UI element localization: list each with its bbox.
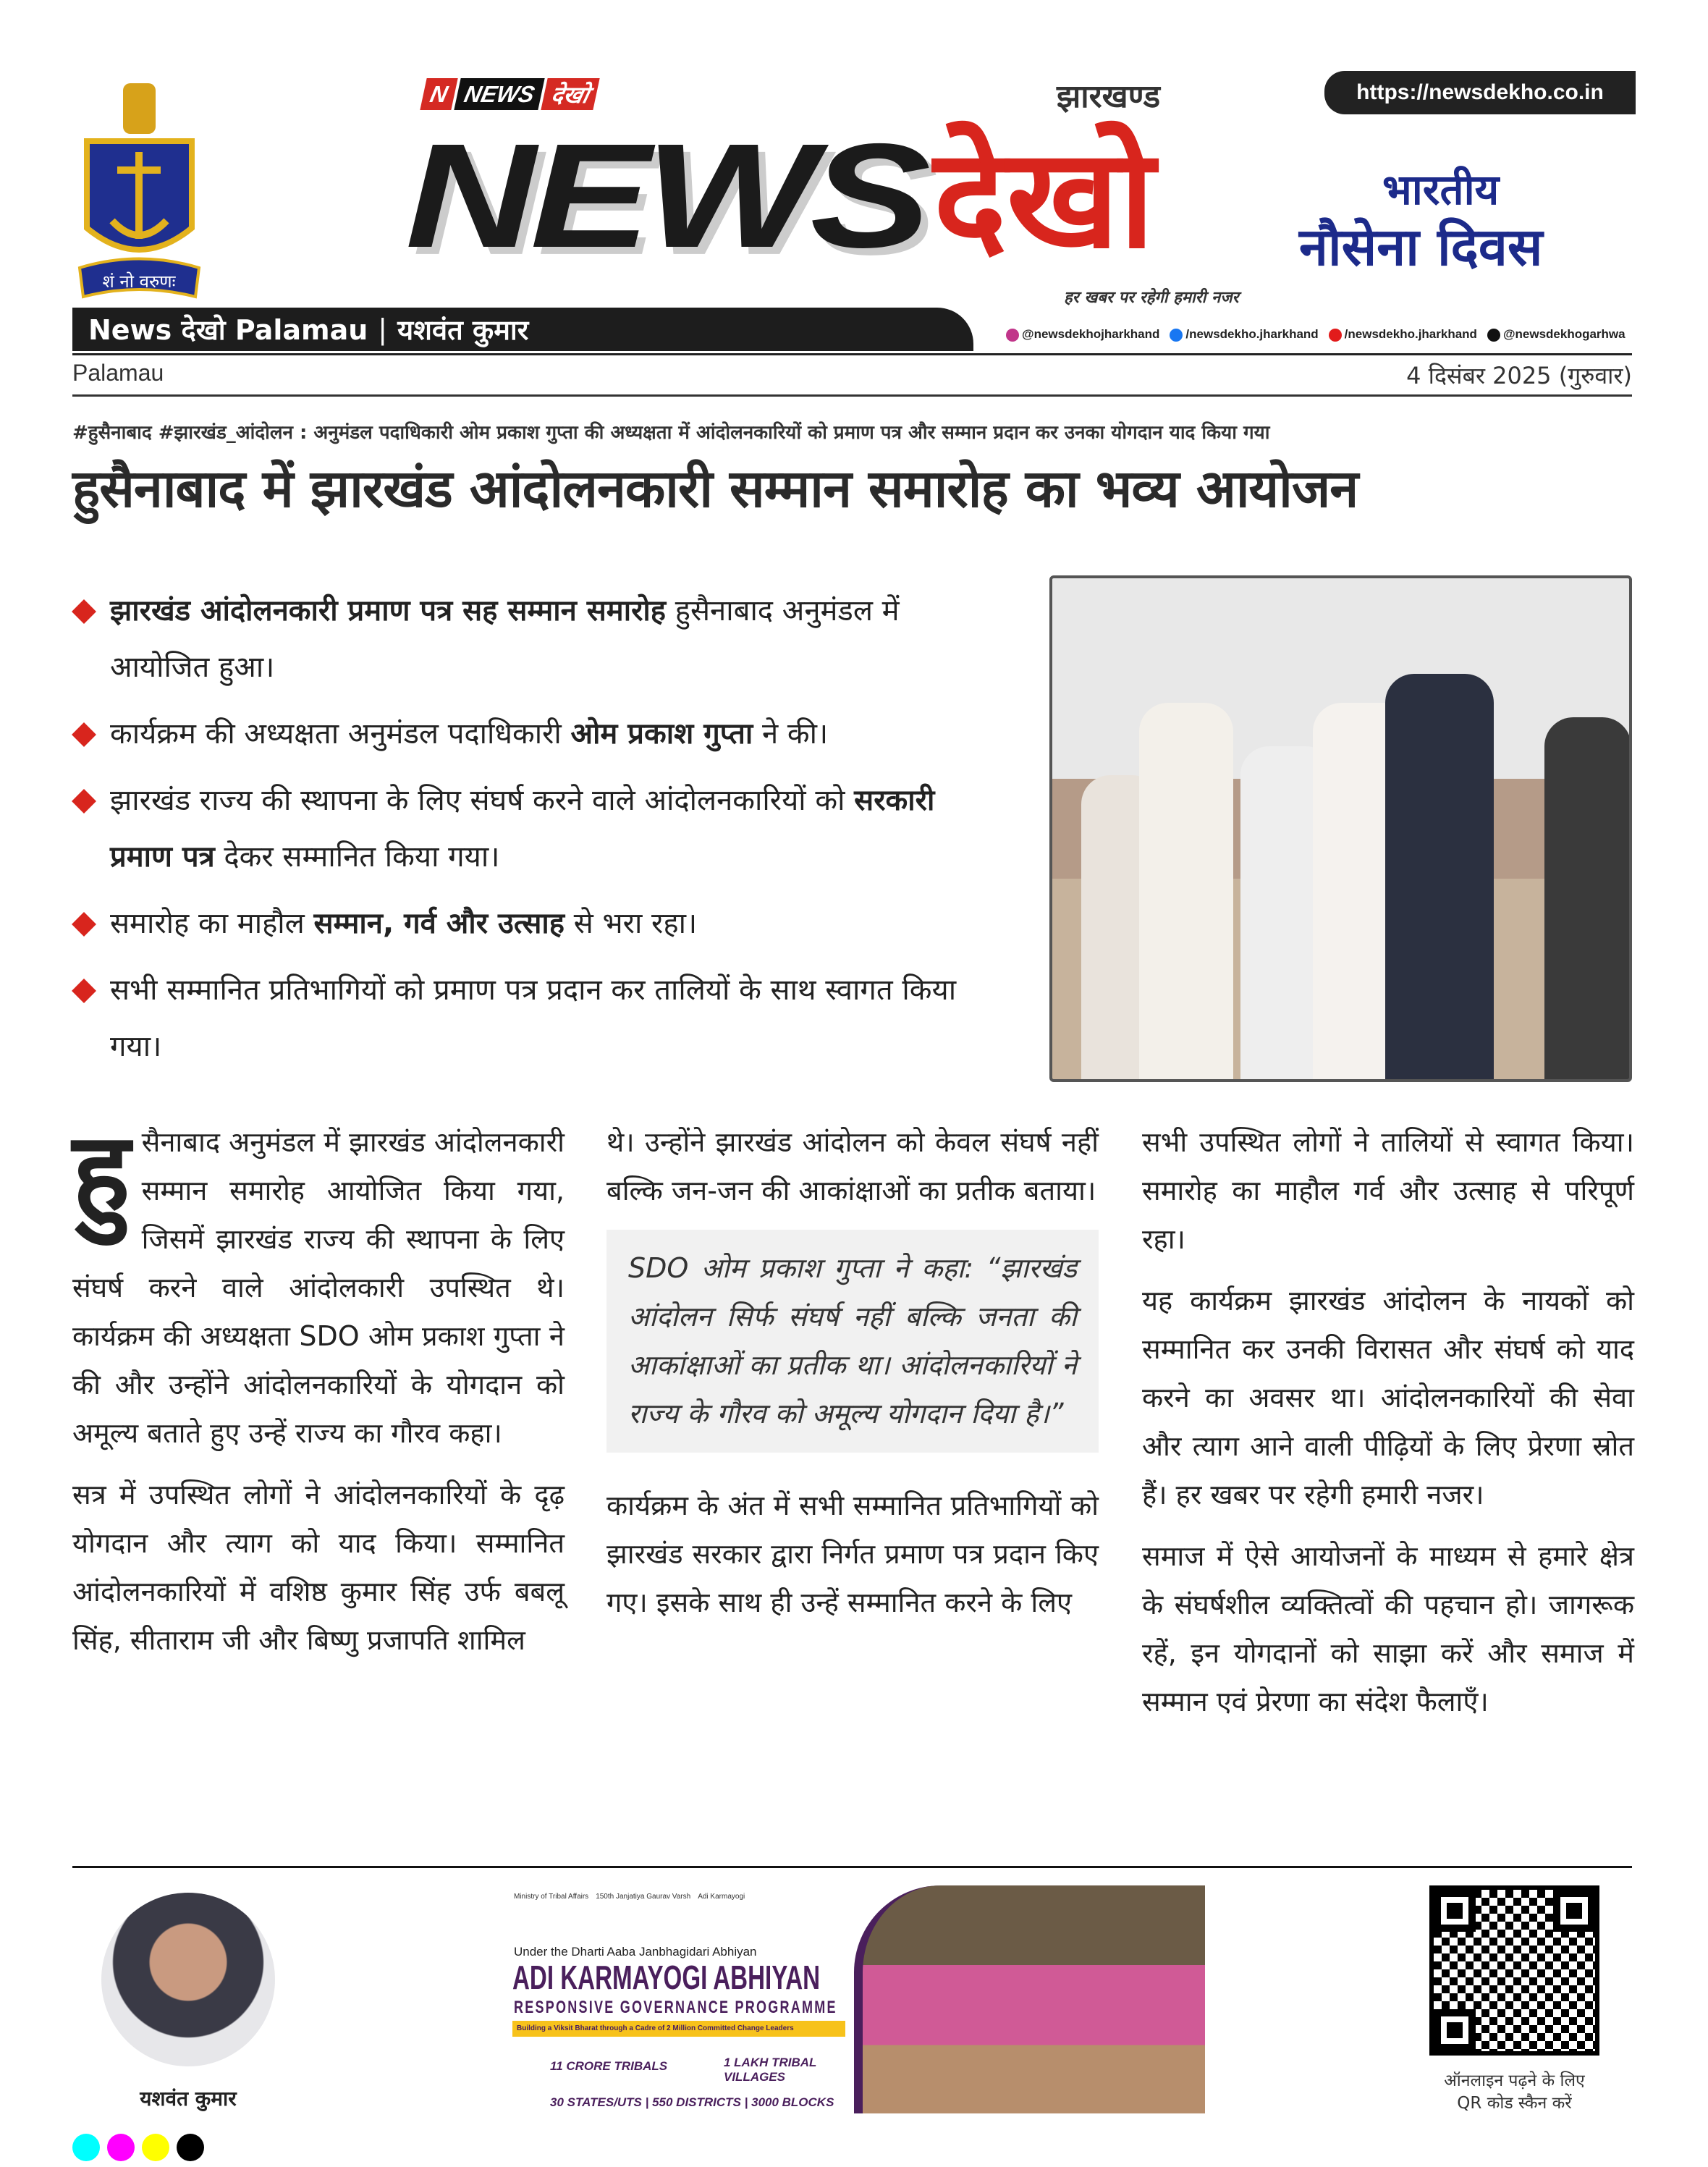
event-title-line2: नौसेना दिवस bbox=[1299, 216, 1543, 277]
tagline: हर खबर पर रहेगी हमारी नजर bbox=[1064, 289, 1239, 307]
website-url[interactable]: https://newsdekho.co.in bbox=[1324, 71, 1636, 114]
ad-stat: 30 STATES/UTS | 550 DISTRICTS | 3000 BLOCKS bbox=[550, 2095, 834, 2109]
article-headline: हुसैनाबाद में झारखंड आंदोलनकारी सम्मान समारोह का भव्य आयोजन bbox=[72, 458, 1358, 519]
ad-photo bbox=[854, 1885, 1205, 2113]
youtube-link[interactable]: /newsdekho.jharkhand bbox=[1329, 327, 1477, 342]
author-name: यशवंत कुमार bbox=[140, 2087, 237, 2111]
dateline-date: 4 दिसंबर 2025 (गुरुवार) bbox=[1406, 362, 1632, 389]
youtube-icon bbox=[1329, 329, 1342, 342]
ad-under: Under the Dharti Aaba Janbhagidari Abhiyan bbox=[514, 1945, 757, 1959]
qr-code[interactable] bbox=[1429, 1885, 1599, 2056]
facebook-icon bbox=[1170, 329, 1183, 342]
logo-state: झारखण्ड bbox=[1057, 78, 1161, 115]
highlights-list bbox=[72, 583, 984, 1085]
ad-subtitle: RESPONSIVE GOVERNANCE PROGRAMME bbox=[514, 1998, 837, 2017]
black-dot bbox=[177, 2134, 204, 2161]
logo-dekho: देखो bbox=[934, 119, 1155, 279]
edition-bar bbox=[72, 308, 973, 351]
social-links bbox=[1006, 327, 1625, 342]
ad-band: Building a Viksit Bharat through a Cadre of 2 Million Committed Change Leaders bbox=[512, 2021, 845, 2037]
ad-stat: 11 CRORE TRIBALS bbox=[550, 2059, 668, 2073]
divider bbox=[72, 1866, 1632, 1868]
x-link[interactable]: @newsdekhogarhwa bbox=[1487, 327, 1625, 342]
edition-author: यशवंत कुमार bbox=[397, 314, 529, 346]
dateline-place: Palamau bbox=[72, 360, 164, 386]
magenta-dot bbox=[107, 2134, 135, 2161]
ad-stat: 1 LAKH TRIBAL VILLAGES bbox=[724, 2056, 817, 2084]
article-column-1: हुसैनाबाद अनुमंडल में झारखंड आंदोलनकारी सम्मान समारोह आयोजित किया गया, जिसमें झारखंड राज्य की स्थापना के लिए संघर्ष करने वाले आंदोलकारी उपस्थित थे। कार्यक्रम की अध्यक्षता SDO ओम प्रकाश गुप्ता ने की और उन्होंने आंदोलनकारियों के योगदान को अमूल्य बताते हुए उन्हें राज्य का गौरव कहा। सत्र में उपस्थित लोगों ने आंदोलनकारियों के दृढ़ योगदान और त्याग को याद किया। सम्मानित आंदोलनकारियों में वशिष्ठ कुमार सिंह उर्फ बबलू सिंह, सीताराम जी और बिष्णु प्रजापति शामिल bbox=[72, 1110, 565, 1656]
pull-quote: SDO ओम प्रकाश गुप्ता ने कहा: “झारखंड आंदोलन सिर्फ संघर्ष नहीं बल्कि जनता की आकांक्षाओं का प्रतीक था। आंदोलनकारियों ने राज्य के गौरव को अमूल्य योगदान दिया है।” bbox=[606, 1230, 1099, 1453]
instagram-icon bbox=[1006, 329, 1019, 342]
article-kicker: #हुसैनाबाद #झारखंड_आंदोलन : अनुमंडल पदाधिकारी ओम प्रकाश गुप्ता की अध्यक्षता में आंदोलनकारियों को प्रमाण पत्र और सम्मान प्रदान कर उनका योगदान याद किया गया bbox=[72, 422, 1270, 444]
ad-title: ADI KARMAYOGI ABHIYAN bbox=[512, 1959, 821, 1996]
yellow-dot bbox=[142, 2134, 169, 2161]
divider bbox=[72, 353, 1632, 355]
highlight-item: झारखंड आंदोलनकारी प्रमाण पत्र सह सम्मान समारोह हुसैनाबाद अनुमंडल में आयोजित हुआ। bbox=[72, 583, 984, 696]
highlight-item: झारखंड राज्य की स्थापना के लिए संघर्ष करने वाले आंदोलनकारियों को सरकारी प्रमाण पत्र देकर सम्मानित किया गया। bbox=[72, 772, 984, 885]
separator: | bbox=[378, 313, 388, 345]
article-column-2: थे। उन्होंने झारखंड आंदोलन को केवल संघर्ष नहीं बल्कि जन-जन की आकांक्षाओं का प्रतीक बताया। SDO ओम प्रकाश गुप्ता ने कहा: “झारखंड आंदोलन सिर्फ संघर्ष नहीं बल्कि जनता की आकांक्षाओं का प्रतीक था। आंदोलनकारियों ने राज्य के गौरव को अमूल्य योगदान दिया है।” कार्यक्रम के अंत में सभी सम्मानित प्रतिभागियों को झारखंड सरकार द्वारा निर्गत प्रमाण पत्र प्रदान किए गए। इसके साथ ही उन्हें सम्मानित करने के लिए bbox=[606, 1126, 1099, 1618]
divider bbox=[72, 394, 1632, 397]
x-icon bbox=[1487, 329, 1500, 342]
event-photo bbox=[1049, 575, 1632, 1082]
author-avatar bbox=[101, 1893, 275, 2066]
instagram-link[interactable]: @newsdekhojharkhand bbox=[1006, 327, 1159, 342]
print-registration-marks bbox=[72, 2134, 204, 2161]
facebook-link[interactable]: /newsdekho.jharkhand bbox=[1170, 327, 1318, 342]
highlight-item: सभी सम्मानित प्रतिभागियों को प्रमाण पत्र प्रदान कर तालियों के साथ स्वागत किया गया। bbox=[72, 962, 984, 1075]
highlight-item: कार्यक्रम की अध्यक्षता अनुमंडल पदाधिकारी ओम प्रकाश गुप्ता ने की। bbox=[72, 706, 984, 762]
highlight-item: समारोह का माहौल सम्मान, गर्व और उत्साह से भरा रहा। bbox=[72, 895, 984, 952]
advertisement-banner[interactable] bbox=[507, 1885, 1205, 2113]
article-column-3: सभी उपस्थित लोगों ने तालियों से स्वागत किया। समारोह का माहौल गर्व और उत्साह से परिपूर्ण रहा। यह कार्यक्रम झारखंड आंदोलन के नायकों को सम्मानित कर उनकी विरासत और संघर्ष को याद करने का अवसर था। आंदोलनकारियों की सेवा और त्याग आने वाली पीढ़ियों के लिए प्रेरणा स्रोत हैं। हर खबर पर रहेगी हमारी नजर। समाज में ऐसे आयोजनों के माध्यम से हमारे क्षेत्र के संघर्षशील व्यक्तित्वों की पहचान हो। जागरूक रहें, इन योगदानों को साझा करें और समाज में सम्मान एवं प्रेरणा का संदेश फैलाएँ। bbox=[1142, 1126, 1634, 1718]
mini-logo: N NEWS देखो bbox=[420, 78, 599, 110]
indian-navy-emblem bbox=[72, 83, 206, 308]
drop-cap: हु bbox=[72, 1110, 130, 1235]
logo-news: NEWS bbox=[405, 112, 925, 279]
cyan-dot bbox=[72, 2134, 100, 2161]
ad-logos: Ministry of Tribal Affairs 150th Janjatiya Gaurav Varsh Adi Karmayogi bbox=[514, 1893, 745, 1901]
qr-caption: ऑनलाइन पढ़ने के लिए QR कोड स्कैन करें bbox=[1444, 2071, 1585, 2113]
svg-text:शं नो वरुणः: शं नो वरुणः bbox=[102, 271, 176, 292]
event-title-line1: भारतीय bbox=[1382, 165, 1500, 214]
edition-brand: News देखो Palamau bbox=[88, 314, 368, 346]
